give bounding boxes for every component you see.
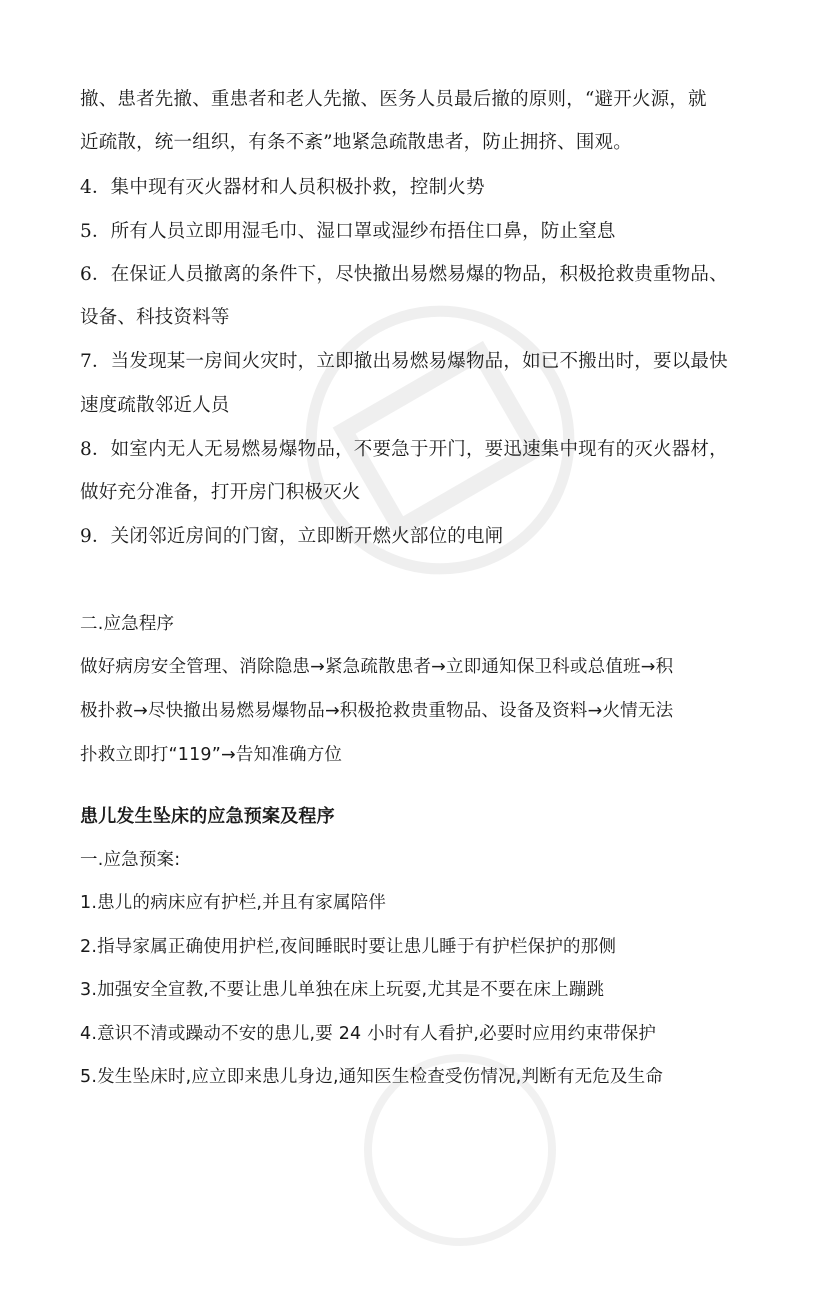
procedure-line-3: 扑救立即打“119”→告知准确方位 (80, 745, 343, 765)
procedure-title: 二.应急程序 (80, 614, 175, 634)
fire-item-7-cont: 速度疏散邻近人员 (80, 395, 230, 416)
fire-line-1: 撤、患者先撤、重患者和老人先撤、医务人员最后撤的原则，“避开火源，就 (80, 89, 707, 110)
fire-item-6-cont: 设备、科技资料等 (80, 307, 230, 328)
fire-item-9: 9．关闭邻近房间的门窗，立即断开燃火部位的电闸 (80, 526, 504, 547)
fire-item-4: 4．集中现有灭火器材和人员积极扑救，控制火势 (80, 177, 485, 198)
fire-item-8: 8．如室内无人无易燃易爆物品，不要急于开门，要迅速集中现有的灭火器材， (80, 439, 728, 460)
fall-section-title: 患儿发生坠床的应急预案及程序 (80, 806, 335, 827)
fire-item-8-cont: 做好充分准备，打开房门积极灭火 (80, 482, 361, 503)
fall-item-2: 2.指导家属正确使用护栏,夜间睡眠时要让患儿睡于有护栏保护的那侧 (80, 937, 617, 957)
fire-item-5: 5．所有人员立即用湿毛巾、湿口罩或湿纱布捂住口鼻，防止窒息 (80, 221, 616, 242)
fall-item-3: 3.加强安全宣教,不要让患儿单独在床上玩耍,尤其是不要在床上蹦跳 (80, 980, 605, 1000)
fall-item-1: 1.患儿的病床应有护栏,并且有家属陪伴 (80, 893, 387, 913)
fire-item-7: 7．当发现某一房间火灾时，立即撤出易燃易爆物品，如已不搬出时，要以最快 (80, 351, 728, 372)
fall-subtitle: 一.应急预案: (80, 850, 181, 870)
fire-item-6: 6．在保证人员撤离的条件下，尽快撤出易燃易爆的物品，积极抢救贵重物品、 (80, 264, 728, 285)
fall-item-4: 4.意识不清或躁动不安的患儿,要 24 小时有人看护,必要时应用约束带保护 (80, 1024, 657, 1044)
fire-line-2: 近疏散，统一组织，有条不紊”地紧急疏散患者，防止拥挤、围观。 (80, 132, 632, 153)
procedure-line-1: 做好病房安全管理、消除隐患→紧急疏散患者→立即通知保卫科或总值班→积 (80, 657, 674, 677)
fall-item-5: 5.发生坠床时,应立即来患儿身边,通知医生检查受伤情况,判断有无危及生命 (80, 1067, 664, 1087)
procedure-line-2: 极扑救→尽快撤出易燃易爆物品→积极抢救贵重物品、设备及资料→火情无法 (80, 701, 674, 721)
